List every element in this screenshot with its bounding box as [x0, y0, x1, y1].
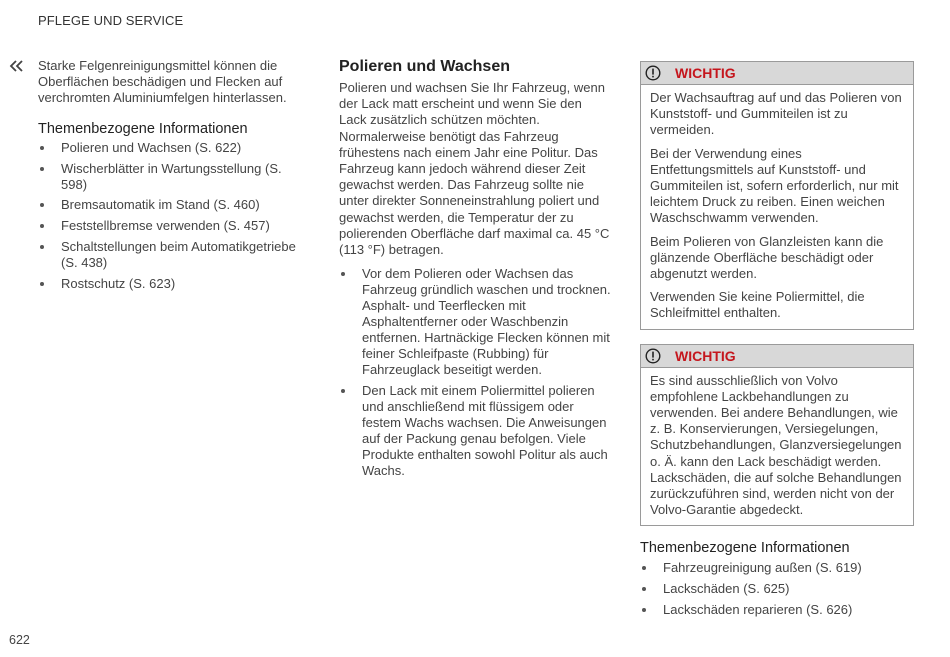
related-link[interactable]: Lackschäden reparieren (S. 626): [640, 602, 914, 618]
related-info-list: [38, 140, 308, 292]
section-header: PFLEGE UND SERVICE: [38, 13, 184, 28]
warning-header: [641, 62, 913, 85]
warning-paragraph: Der Wachsauftrag auf und das Polieren von Kunststoff- und Gummiteilen ist zu vermeiden.: [650, 90, 902, 138]
warning-title: WICHTIG: [675, 64, 736, 81]
warning-paragraph: Es sind ausschließlich von Volvo empfohlene Lackbehandlungen zu verwenden. Bei andere Behandlungen, wie z. B. Konservierungen, Versiegelungen, Schutzbehandlungen, Glanzversiegelungen o. Ä. kann den Lack beschädigt werden. Lackschäden, die auf solche Behandlungen zurückzuführen sind, werden nicht von der Volvo-Garantie abgedeckt.: [650, 372, 902, 518]
warning-paragraph: Beim Polieren von Glanzleisten kann die glänzende Oberfläche beschädigt oder abgenutzt werden.: [650, 233, 884, 282]
related-link[interactable]: Feststellbremse verwenden (S. 457): [38, 218, 308, 234]
intro-text: Starke Felgenreinigungsmittel können die Oberflächen beschädigen und Flecken auf verchromten Aluminiumfelgen hinterlassen.: [38, 58, 287, 106]
related-info-list: [640, 560, 914, 618]
page-number: 622: [9, 633, 30, 647]
double-chevron-left-icon[interactable]: [9, 60, 23, 72]
related-link[interactable]: Wischerblätter in Wartungsstellung (S. 598): [38, 161, 308, 193]
step-item: Den Lack mit einem Poliermittel polieren und anschließend mit flüssigem oder festem Wachs wachsen. Die Anweisungen auf der Packung genau befolgen. Viele Produkte enthalten sowohl Politur als auch Wachs.: [339, 383, 611, 479]
warning-body: [641, 85, 913, 329]
column-left: [38, 58, 308, 297]
related-link[interactable]: Rostschutz (S. 623): [38, 276, 308, 292]
section-title: Polieren und Wachsen: [339, 58, 510, 75]
warning-box: [640, 344, 914, 527]
related-info-heading: Themenbezogene Informationen: [38, 120, 248, 137]
column-right: [640, 61, 914, 623]
warning-body: [641, 368, 913, 526]
warning-paragraph: Bei der Verwendung eines Entfettungsmittels auf Kunststoff- und Gummiteilen ist, sofern erforderlich, nur mit leichtem Druck zu reiben. Einen weichen Waschschwamm verwenden.: [650, 145, 899, 226]
related-info-heading: Themenbezogene Informationen: [640, 540, 850, 557]
warning-title: WICHTIG: [675, 347, 736, 364]
related-link[interactable]: Fahrzeugreinigung außen (S. 619): [640, 560, 914, 576]
column-middle: [339, 58, 611, 484]
related-link[interactable]: Lackschäden (S. 625): [640, 581, 914, 597]
steps-list: [339, 266, 611, 479]
section-intro: Polieren und wachsen Sie Ihr Fahrzeug, wenn der Lack matt erscheint und wenn Sie den Lack zusätzlich schützen möchten. Normalerweise benötigt das Fahrzeug frühestens nach einem Jahr eine Politur. Das Fahrzeug kann jedoch während dieser Zeit gewachst werden. Das Fahrzeug sollte nie unter direkter Sonneneinstrahlung poliert und gewachst werden, die Temperatur der zu polierenden Oberfläche darf maximal ca. 45 °C (113 °F) betragen.: [339, 80, 610, 258]
related-link[interactable]: Polieren und Wachsen (S. 622): [38, 140, 308, 156]
step-item: Vor dem Polieren oder Wachsen das Fahrzeug gründlich waschen und trocknen. Asphalt- und Teerflecken mit Asphaltentferner oder Waschbenzin entfernen. Hartnäckige Flecken können mit feiner Schleifpaste (Rubbing) für Fahrzeuglack beseitigt werden.: [339, 266, 611, 378]
related-link[interactable]: Bremsautomatik im Stand (S. 460): [38, 197, 308, 213]
related-link[interactable]: Schaltstellungen beim Automatikgetriebe (S. 438): [38, 239, 308, 271]
warning-box: [640, 61, 914, 330]
warning-header: [641, 345, 913, 368]
warning-paragraph: Verwenden Sie keine Poliermittel, die Schleifmittel enthalten.: [650, 289, 865, 321]
exclamation-circle-icon: [645, 348, 661, 364]
exclamation-circle-icon: [645, 65, 661, 81]
